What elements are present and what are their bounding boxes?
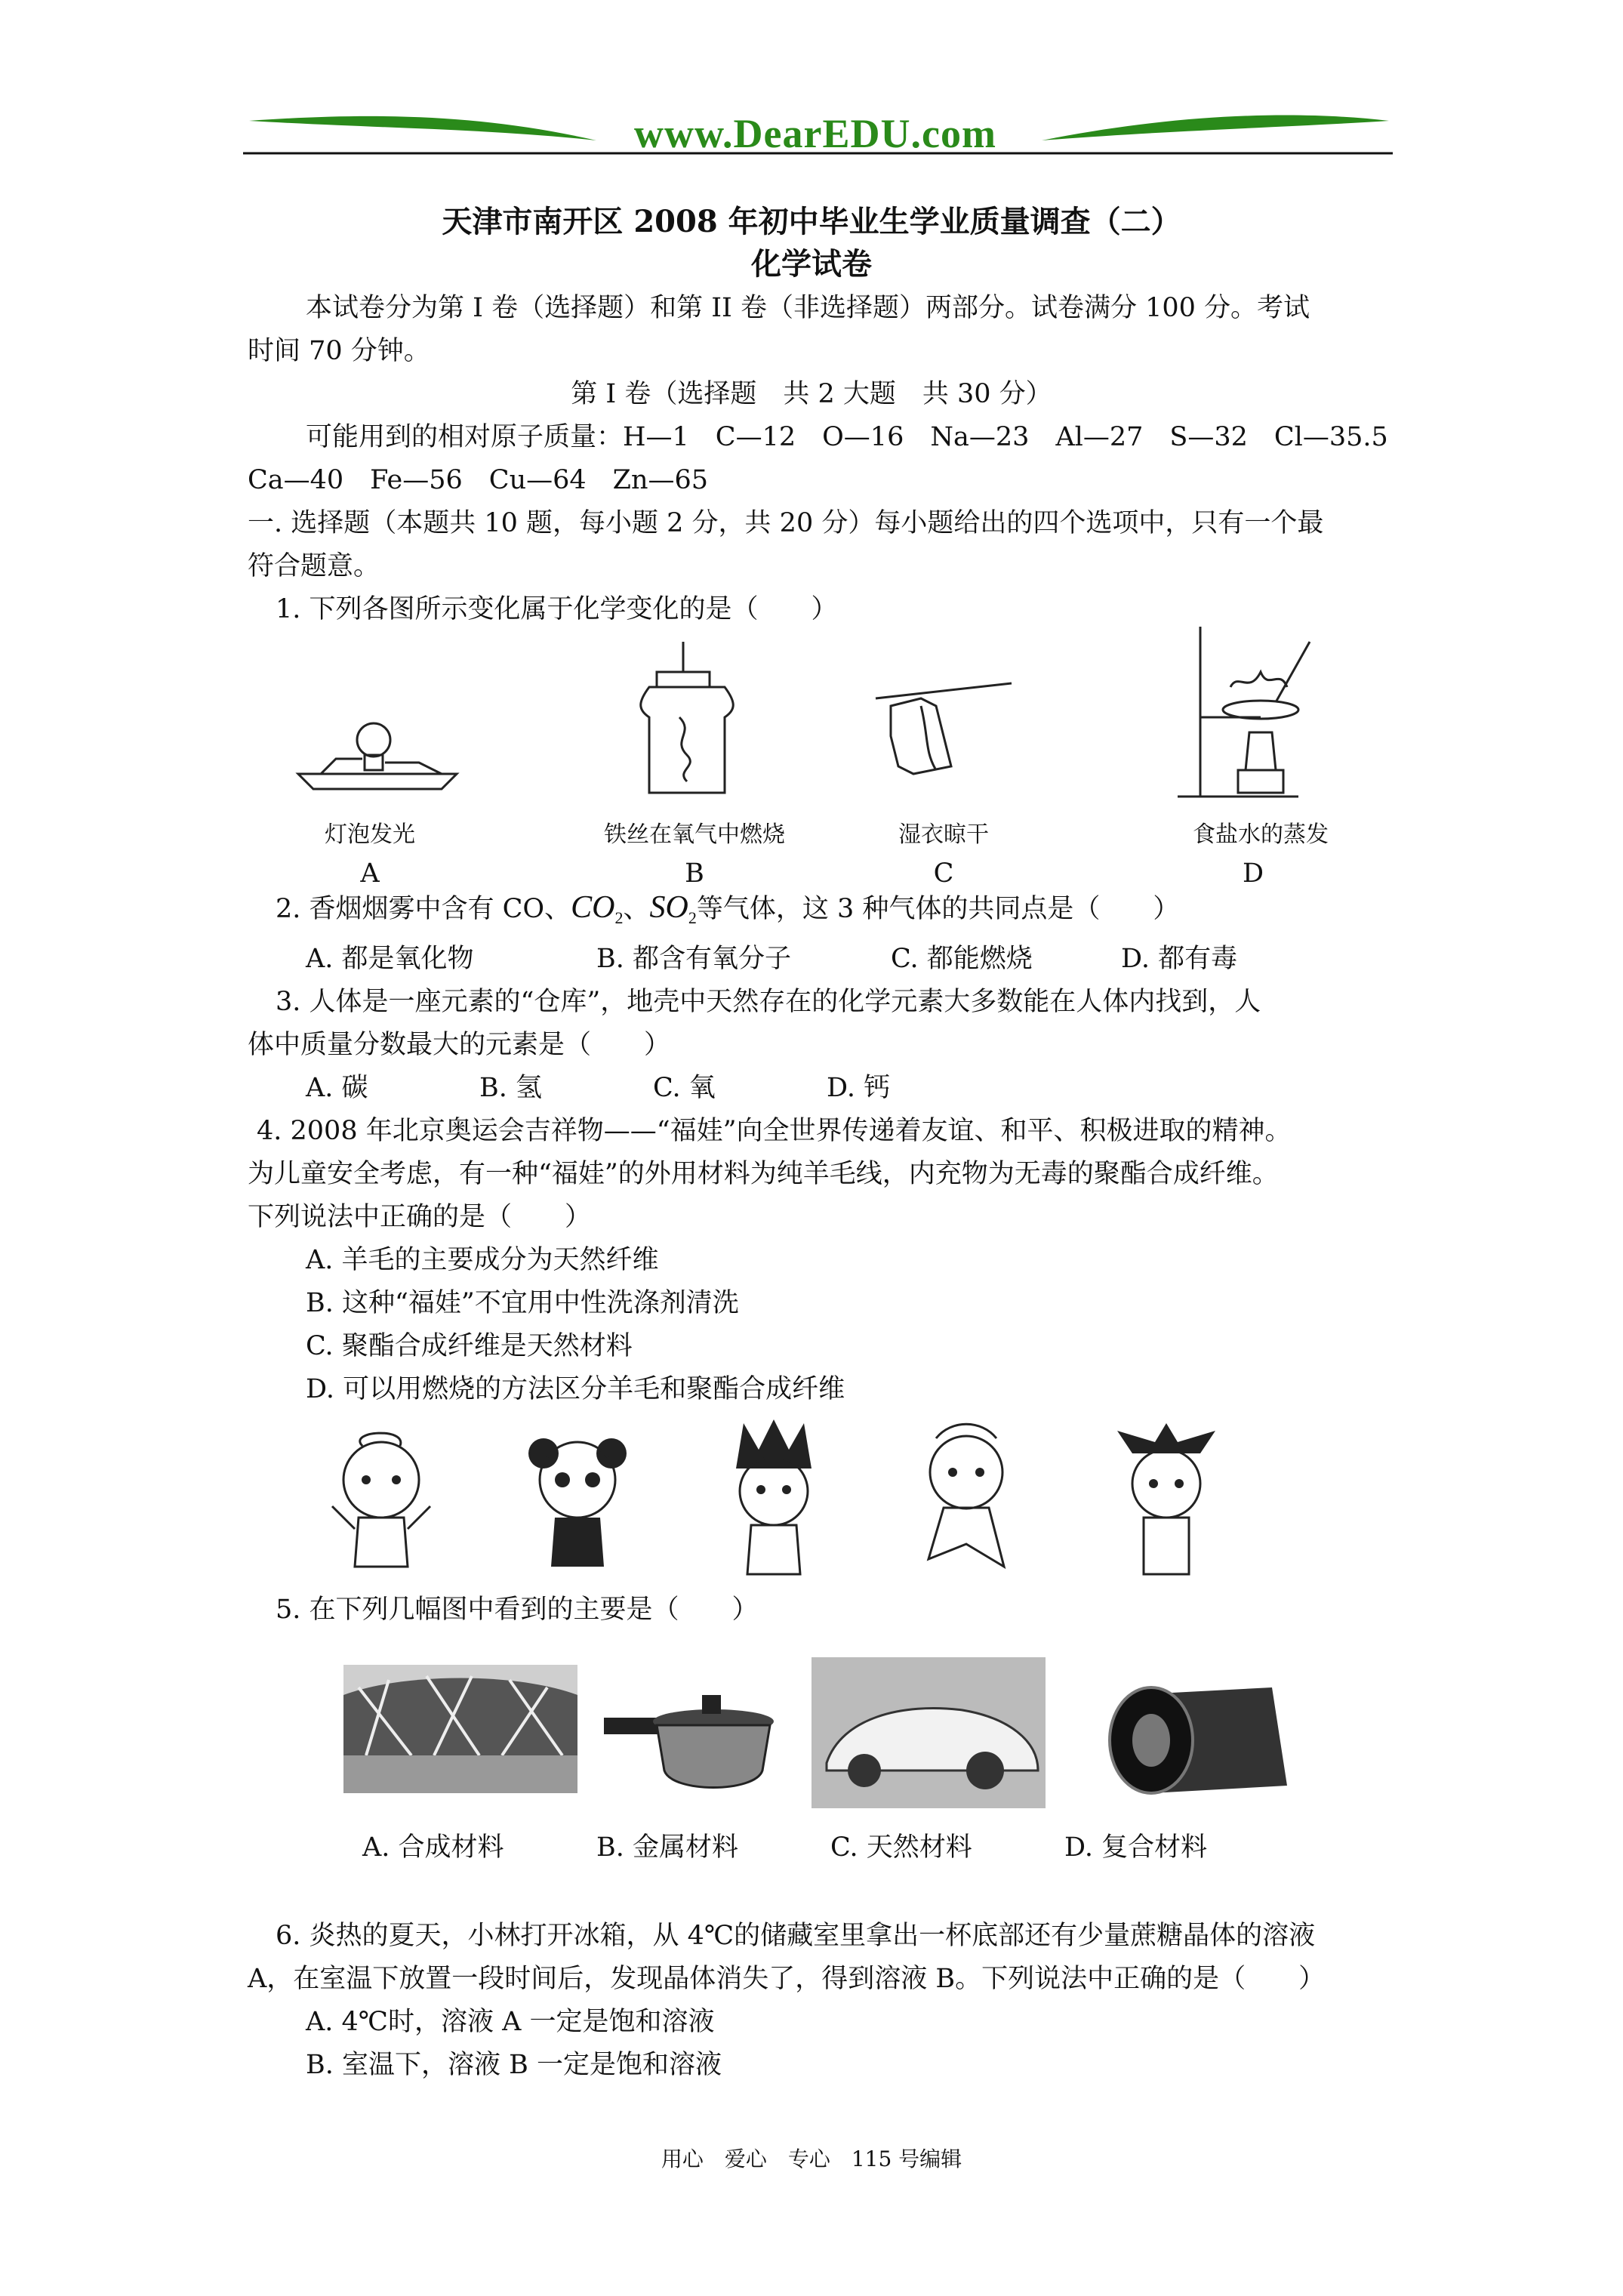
q5-option-b: B. 金属材料 [596,1832,738,1863]
mascot-beibei-icon [332,1433,430,1567]
exam-subtitle: 化学试卷 [751,246,872,282]
q1-caption-c: 湿衣晾干 [898,821,989,848]
q6-line-2: A，在室温下放置一段时间后，发现晶体消失了，得到溶液 B。下列说法中正确的是（ ） [248,1964,1326,1994]
q2-option-d: D. 都有毒 [1121,944,1238,974]
q3-option-a: A. 碳 [306,1073,368,1103]
co2-formula: $CO_2$ [571,890,624,927]
atomic-masses-line-2: Ca—40 Fe—56 Cu—64 Zn—65 [248,465,709,495]
mascot-huanhuan-icon [736,1419,812,1574]
q4-line-1: 4. 2008 年北京奥运会吉祥物——“福娃”向全世界传递着友谊、和平、积极进取的精神。 [257,1116,1292,1146]
q1-letter-c: C [933,858,954,889]
q3-option-d: D. 钙 [827,1073,891,1103]
evaporation-apparatus-icon [1178,627,1329,808]
q4-option-a: A. 羊毛的主要成分为天然纤维 [306,1245,659,1275]
page-footer: 用心 爱心 专心 115 号编辑 [661,2147,962,2171]
part1-instruction-2: 符合题意。 [248,551,380,581]
mascot-nini-icon [1117,1423,1215,1574]
fuwa-mascots-illustration [317,1423,1298,1597]
q6-option-a: A. 4℃时，溶液 A 一定是饱和溶液 [306,2007,715,2037]
q5-option-c: C. 天然材料 [830,1832,972,1863]
q5-option-d: D. 复合材料 [1064,1832,1208,1863]
q1-stem: 1. 下列各图所示变化属于化学变化的是（ ） [276,594,838,624]
birds-nest-stadium-photo [343,1665,577,1793]
logo-text: www.DearEDU.com [634,111,996,156]
exam-title: 天津市南开区 2008 年初中毕业生学业质量调查（二） [442,204,1181,239]
drying-clothes-icon [868,676,1019,781]
q5-option-a: A. 合成材料 [362,1832,504,1863]
intro-line-2: 时间 70 分钟。 [248,336,430,366]
q2-stem-pre: 2. 香烟烟雾中含有 CO、 [276,894,571,924]
section-heading: 第 I 卷（选择题 共 2 大题 共 30 分） [571,379,1052,409]
q2-stem-post: 等气体，这 3 种气体的共同点是（ ） [696,894,1180,924]
q2-stem [276,891,1179,935]
q2-separator: 、 [623,894,650,924]
iron-wire-burning-jar-icon [634,642,755,808]
mascot-jingjing-icon [528,1438,627,1567]
mascot-yingying-icon [929,1424,1004,1567]
q2-option-a: A. 都是氧化物 [306,944,474,974]
q3-line-1: 3. 人体是一座元素的“仓库”，地壳中天然存在的化学元素大多数能在人体内找到，人 [276,987,1261,1017]
pressure-cooker-photo [604,1680,778,1808]
so2-formula: $SO_2$ [649,890,697,927]
q4-option-d: D. 可以用燃烧的方法区分羊毛和聚酯合成纤维 [306,1374,845,1404]
q4-option-c: C. 聚酯合成纤维是天然材料 [306,1331,633,1361]
sports-car-photo [812,1657,1046,1808]
q1-caption-b: 铁丝在氧气中燃烧 [604,821,785,848]
intro-line-1: 本试卷分为第 I 卷（选择题）和第 II 卷（非选择题）两部分。试卷满分 100 分。考试 [306,293,1310,323]
q5-stem: 5. 在下列几幅图中看到的主要是（ ） [276,1595,759,1625]
q2-option-b: B. 都含有氧分子 [596,944,791,974]
atomic-masses-line-1: 可能用到的相对原子质量：H—1 C—12 O—16 Na—23 Al—27 S—32 Cl—35.5 [306,422,1388,452]
q4-line-2: 为儿童安全考虑，有一种“福娃”的外用材料为纯羊毛线，内充物为无毒的聚酯合成纤维。 [248,1159,1279,1189]
q4-option-b: B. 这种“福娃”不宜用中性洗涤剂清洗 [306,1288,739,1318]
q4-line-3: 下列说法中正确的是（ ） [248,1202,592,1232]
q1-letter-d: D [1242,858,1264,889]
q1-letter-b: B [685,858,704,889]
q1-caption-a: 灯泡发光 [325,821,415,848]
q6-option-b: B. 室温下，溶液 B 一定是饱和溶液 [306,2050,722,2080]
q3-option-b: B. 氢 [479,1073,542,1103]
q3-option-c: C. 氧 [653,1073,716,1103]
q2-option-c: C. 都能燃烧 [891,944,1033,974]
part1-instruction-1: 一. 选择题（本题共 10 题，每小题 2 分，共 20 分）每小题给出的四个选项中，只有一个最 [248,508,1324,538]
light-bulb-icon [291,713,472,827]
q6-line-1: 6. 炎热的夏天，小林打开冰箱，从 4℃的储藏室里拿出一杯底部还有少量蔗糖晶体的溶液 [276,1921,1316,1951]
cotton-roll-photo [1098,1665,1295,1801]
q1-letter-a: A [360,858,380,889]
q1-caption-d: 食盐水的蒸发 [1193,821,1329,848]
q3-line-2: 体中质量分数最大的元素是（ ） [248,1030,671,1060]
